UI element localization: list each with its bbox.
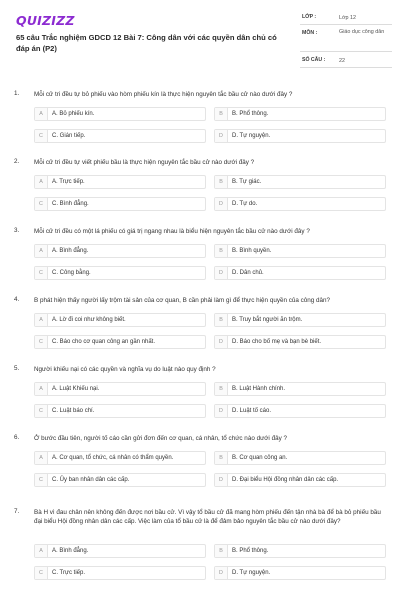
option-letter: C [35,198,48,210]
option-letter: C [35,474,48,486]
option-letter: A [35,545,48,557]
option-text: A. Bình đẳng. [52,548,89,554]
option-c[interactable] [34,335,206,349]
question-text: Người khiếu nại có các quyền và nghĩa vụ do luật nào quy định ? [34,366,216,373]
question-text: B phát hiện thấy người lấy trộm tài sản của cơ quan, B cần phải làm gì để thực hiện quyền của công dân? [34,297,331,304]
option-text: C. Trực tiếp. [52,570,86,576]
option-c[interactable] [34,566,206,580]
option-letter: D [215,198,228,210]
option-b[interactable] [214,451,386,465]
option-text: B. Truy bắt người ăn trộm. [232,317,303,323]
option-letter: D [215,405,228,417]
option-c[interactable] [34,129,206,143]
option-b[interactable] [214,107,386,121]
option-text: B. Phổ thông. [232,548,269,554]
option-letter: C [35,130,48,142]
question-number: 1. [14,90,20,97]
option-d[interactable] [214,266,386,280]
option-letter: D [215,267,228,279]
option-a[interactable] [34,175,206,189]
option-text: A. Lờ đi coi như không biết. [52,317,126,323]
meta-subject-value: Giáo dục công dân [339,29,385,35]
option-d[interactable] [214,566,386,580]
option-letter: B [215,314,228,326]
option-text: B. Bình quyền. [232,248,272,254]
question-number: 5. [14,365,20,372]
option-text: D. Tự nguyện. [232,133,271,139]
option-b[interactable] [214,313,386,327]
meta-count-label: SỐ CÂU : [302,57,326,63]
option-b[interactable] [214,244,386,258]
option-c[interactable] [34,473,206,487]
option-d[interactable] [214,197,386,211]
option-text: A. Luật Khiếu nại. [52,386,100,392]
question-text: Ở bước đầu tiên, người tố cáo cần gửi đơn đến cơ quan, cá nhân, tổ chức nào dưới đây ? [34,435,287,442]
quizizz-logo [16,12,75,28]
option-text: D. Tự nguyện. [232,570,271,576]
option-text: C. Báo cho cơ quan công an gần nhất. [52,339,156,345]
option-letter: A [35,176,48,188]
option-text: D. Đại biểu Hội đồng nhân dân các cấp. [232,477,339,483]
question-number: 4. [14,296,20,303]
option-d[interactable] [214,335,386,349]
option-a[interactable] [34,107,206,121]
option-letter: A [35,383,48,395]
option-letter: D [215,474,228,486]
option-text: B. Tự giác. [232,179,262,185]
option-c[interactable] [34,266,206,280]
option-a[interactable] [34,382,206,396]
option-text: A. Bỏ phiếu kín. [52,111,95,117]
question-text: Mỗi cử tri đều tự bỏ phiếu vào hòm phiếu kín là thực hiện nguyên tắc bầu cử nào dưới đây ? [34,91,293,98]
worksheet-title: 65 câu Trắc nghiệm GDCD 12 Bài 7: Công dân với các quyền dân chủ có đáp án (P2) [16,33,277,53]
question-number: 6. [14,434,20,441]
option-letter: A [35,245,48,257]
option-text: C. Gián tiếp. [52,133,86,139]
logo-text: QUIZIZZ [16,13,75,28]
option-text: A. Bình đẳng. [52,248,89,254]
worksheet-meta [300,9,392,68]
option-letter: D [215,336,228,348]
worksheet-header [0,0,400,74]
option-letter: B [215,383,228,395]
option-letter: B [215,108,228,120]
option-text: C. Bình đẳng. [52,201,89,207]
meta-count [300,52,392,68]
option-b[interactable] [214,382,386,396]
option-a[interactable] [34,544,206,558]
option-b[interactable] [214,175,386,189]
option-text: C. Luật báo chí. [52,408,95,414]
option-letter: B [215,176,228,188]
option-text: B. Luật Hành chính. [232,386,286,392]
option-letter: C [35,567,48,579]
option-text: C. Ủy ban nhân dân các cấp. [52,477,130,483]
option-letter: B [215,545,228,557]
option-text: D. Tự do. [232,201,258,207]
meta-subject-label: MÔN : [302,30,318,36]
option-letter: D [215,567,228,579]
option-letter: A [35,108,48,120]
option-c[interactable] [34,404,206,418]
option-d[interactable] [214,473,386,487]
option-letter: B [215,245,228,257]
meta-grade-label: LỚP : [302,14,317,20]
option-text: B. Phổ thông. [232,111,269,117]
option-a[interactable] [34,244,206,258]
question-text: Mỗi cử tri đều có một lá phiếu có giá trị ngang nhau là biểu hiện nguyên tắc bầu cử nào dưới đây ? [34,228,310,235]
option-letter: A [35,314,48,326]
question-number: 2. [14,158,20,165]
meta-subject [300,25,392,52]
option-letter: C [35,405,48,417]
meta-grade-value: Lớp 12 [339,15,357,21]
option-text: C. Công bằng. [52,270,91,276]
option-letter: A [35,452,48,464]
question-text: Bà H vì đau chân nên không đến được nơi bầu cử. Vì vậy tổ bầu cử đã mang hòm phiếu đến tận nhà bà để bà bỏ phiếu bầu đại biểu Hội đồng nhân dân các cấp. Việc làm của tổ bầu cử là để đảm bảo nguyên tắc bầu cử nào dưới đây? [34,509,381,525]
question-number: 7. [14,508,20,515]
option-letter: C [35,336,48,348]
option-letter: B [215,452,228,464]
option-text: D. Dân chủ. [232,270,264,276]
option-text: D. Báo cho bố mẹ và bạn bè biết. [232,339,322,345]
meta-grade [300,9,392,25]
option-c[interactable] [34,197,206,211]
option-d[interactable] [214,404,386,418]
question-number: 3. [14,227,20,234]
option-text: A. Cơ quan, tổ chức, cá nhân có thẩm quyền. [52,455,174,461]
meta-count-value: 22 [339,58,345,64]
option-a[interactable] [34,451,206,465]
option-text: A. Trực tiếp. [52,179,85,185]
option-text: B. Cơ quan công an. [232,455,288,461]
option-letter: C [35,267,48,279]
option-a[interactable] [34,313,206,327]
question-text: Mỗi cử tri đều tự viết phiếu bầu là thực hiện nguyên tắc bầu cử nào dưới đây ? [34,159,255,166]
option-letter: D [215,130,228,142]
option-text: D. Luật tố cáo. [232,408,272,414]
option-b[interactable] [214,544,386,558]
option-d[interactable] [214,129,386,143]
